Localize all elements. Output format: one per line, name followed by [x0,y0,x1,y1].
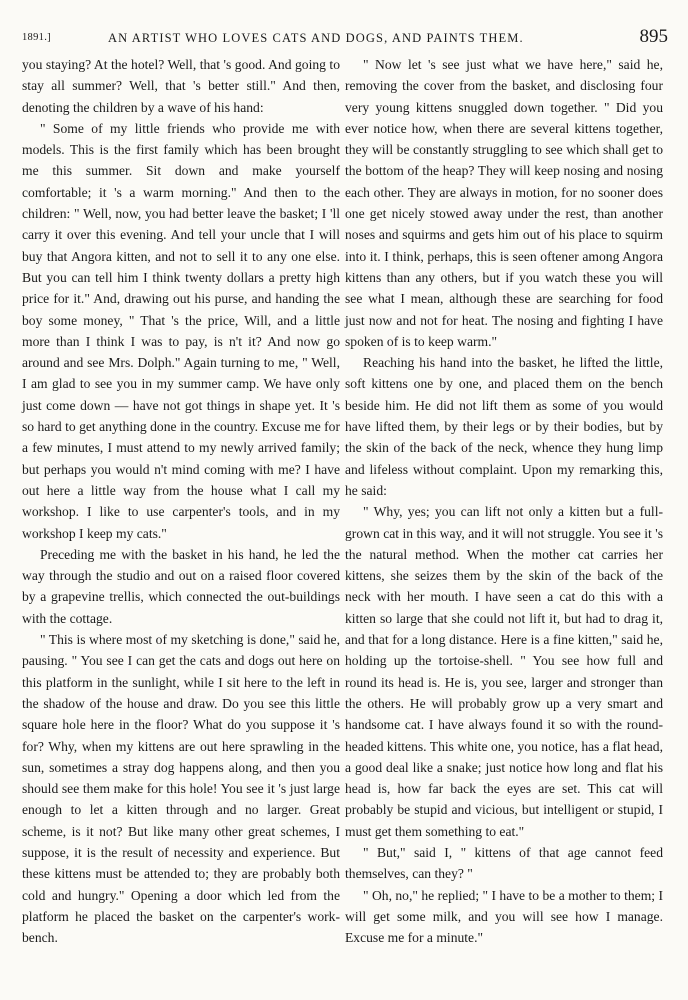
running-header [22,26,668,50]
page-number: 895 [639,26,668,47]
header-year: 1891.] [22,32,51,43]
paragraph: " But," said I, " kittens of that age cannot feed themselves, can they? " [345,844,663,882]
paragraph: " Some of my little friends who provide me with models. This is the first family which has been brought me this summer. Sit down and make yourself comfortable; it 's a warm morning." And then to the children: " Well, now, you had better leave the basket; I 'll carry it over this evening. And tell your uncle that I will buy that Angora kitten, and not to sell it to any one else. But you can tell him I think twenty dollars a pretty high price for it." And, drawing out his purse, and handing the boy some money, " That 's the price, Will, and a little more than I think I was to pay, is n't it? And now go around and see Mrs. Dolph." Again turning to me, " Well, I am glad to see you in my summer camp. We have only just come down — have not got things in shape yet. It 's so hard to get anything done in the country. Excuse me for a few minutes, I must attend to my newly arrived family; but perhaps you would n't mind coming with me? I have out here a little way from the house what I call my workshop. I like to use carpenter's tools, and in my workshop I keep my cats." [22,120,340,541]
paragraph: Reaching his hand into the basket, he lifted the little, soft kittens one by one, and placed them on the bench beside him. He did not lift them as some of you would have lifted them, by their legs or by their bodies, but by the skin of the back of the neck, whence they hung limp and lifeless without complaint. Upon my remarking this, he said: [345,355,663,498]
paragraph: " Now let 's see just what we have here," said he, removing the cover from the basket, and disclosing four very young kittens snuggled down together. " Did you ever notice how, when there are several kittens together, they will be constantly struggling to see which shall get to the bottom of the heap? They will keep nosing and nosing each other. They are always in motion, for no sooner does one get nicely stowed away under the rest, than another noses and squirms and gets him out of his place to squirm into it. I think, perhaps, this is seen oftener among Angora kittens than any others, but if you watch these you will see what I mean, although these are searching for food just now and not for heat. The nosing and fighting I have spoken of is to keep warm." [345,57,663,349]
header-title: AN ARTIST WHO LOVES CATS AND DOGS, AND PAINTS THEM. [108,31,524,45]
right-column [345,54,663,948]
paragraph: Preceding me with the basket in his hand, he led the way through the studio and out on a raised floor covered by a grapevine trellis, which connected the out-buildings with the cottage. [22,546,340,626]
paragraph: " This is where most of my sketching is done," said he, pausing. " You see I can get the cats and dogs out here on this platform in the sunlight, while I sit here to the left in the shadow of the house and draw. Do you see this little square hole here in the floor? What do you suppose it 's for? Why, when my kittens are out here sprawling in the sun, sometimes a stray dog happens along, and then you should see them make for this hole! You see it 's just large enough to let a kitten through and no larger. Great scheme, is it not? But like many other great schemes, I suppose, it is the result of necessity and experience. But these kittens must be attended to; they are probably both cold and hungry." Opening a door which led from the platform he placed the basket on the carpenter's work-bench. [22,632,340,946]
left-column [22,54,340,948]
paragraph: " Oh, no," he replied; " I have to be a mother to them; I will get some milk, and you will see how I manage. Excuse me for a minute." [345,887,663,946]
paragraph: you staying? At the hotel? Well, that 's good. And going to stay all summer? Well, that 's better still." And then, denoting the children by a wave of his hand: [22,57,340,115]
paragraph: " Why, yes; you can lift not only a kitten but a full-grown cat in this way, and it will not struggle. You see it 's the natural method. When the mother cat carries her kittens, she seizes them by the skin of the back of the neck with her mouth. I have seen a cat do this with a kitten so large that she could not lift it, but had to drag it, and that for a long distance. Here is a fine kitten," said he, holding up the tortoise-shell. " You see how full and round its head is. He is, you see, larger and stronger than the others. He will probably grow up a very smart and handsome cat. I have always found it so with the round-headed kittens. This white one, you notice, has a flat head, a good deal like a snake; just notice how long and flat his head is, how far back the eyes are set. This cat will probably be stupid and vicious, but intelligent or stupid, I must get them something to eat." [345,504,663,839]
